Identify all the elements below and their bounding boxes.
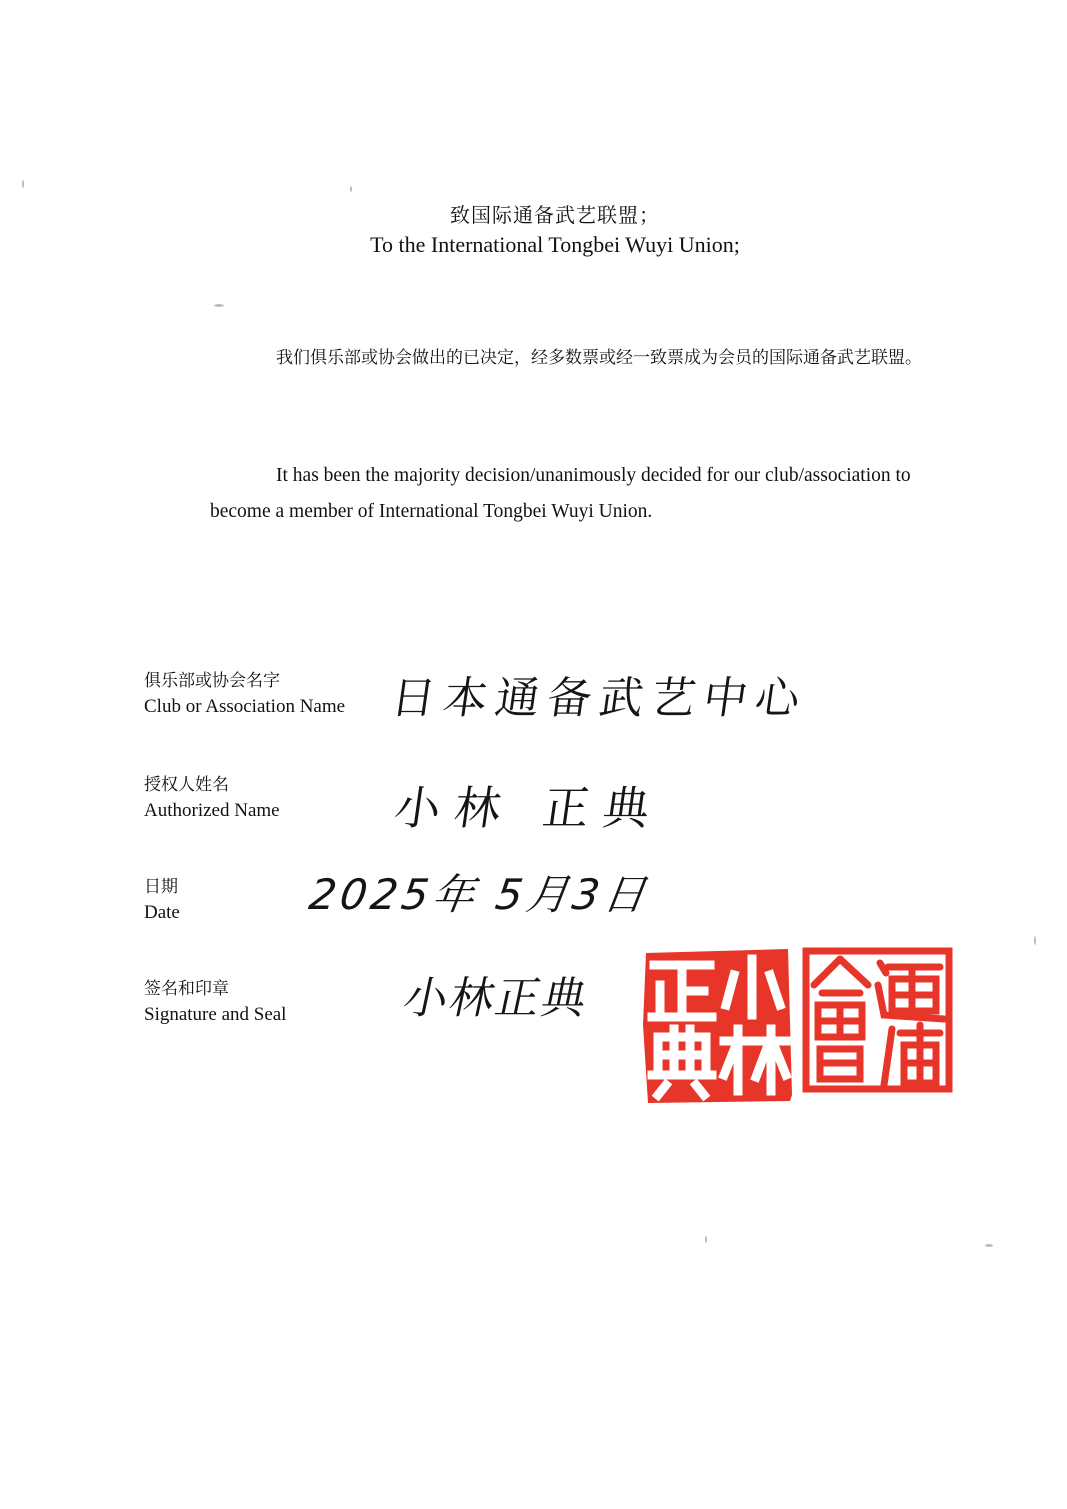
date-label-en: Date <box>144 902 180 923</box>
scan-speck <box>705 1236 707 1243</box>
signature-label-zh: 签名和印章 <box>144 979 229 999</box>
scan-speck <box>1034 936 1036 945</box>
name-seal-stamp <box>640 945 795 1105</box>
document-header <box>0 200 1067 260</box>
club-name-label-en: Club or Association Name <box>144 696 346 717</box>
authorized-name-label <box>144 772 404 824</box>
scan-speck <box>22 180 24 188</box>
authorized-name-label-en: Authorized Name <box>144 800 280 821</box>
scan-speck <box>985 1244 993 1247</box>
association-seal-characters <box>814 959 944 1085</box>
signature-label <box>144 976 404 1028</box>
date-handwritten: 2025年 5月3日 <box>306 870 653 919</box>
paragraph-english: It has been the majority decision/unanimously decided for our club/association to become a member of International Tongbei Wuyi Union. <box>210 465 911 522</box>
club-name-label-zh: 俱乐部或协会名字 <box>144 671 280 691</box>
club-name-label <box>144 668 404 720</box>
date-label-zh: 日期 <box>144 877 178 897</box>
paragraph-chinese: 我们俱乐部或协会做出的已决定，经多数票或经一致票成为会员的国际通备武艺联盟。 <box>276 348 922 368</box>
scan-speck <box>350 186 352 192</box>
scan-speck <box>214 304 224 307</box>
title-english: To the International Tongbei Wuyi Union; <box>370 232 740 257</box>
association-seal-stamp <box>800 945 955 1095</box>
authorized-name-label-zh: 授权人姓名 <box>144 775 229 795</box>
authorized-name-handwritten: 小林 正典 <box>390 781 667 835</box>
title-chinese: 致国际通备武艺联盟； <box>450 203 660 227</box>
signature-label-en: Signature and Seal <box>144 1004 287 1025</box>
signature-handwritten: 小林正典 <box>398 973 594 1024</box>
club-name-handwritten: 日本通备武艺中心 <box>387 673 811 724</box>
